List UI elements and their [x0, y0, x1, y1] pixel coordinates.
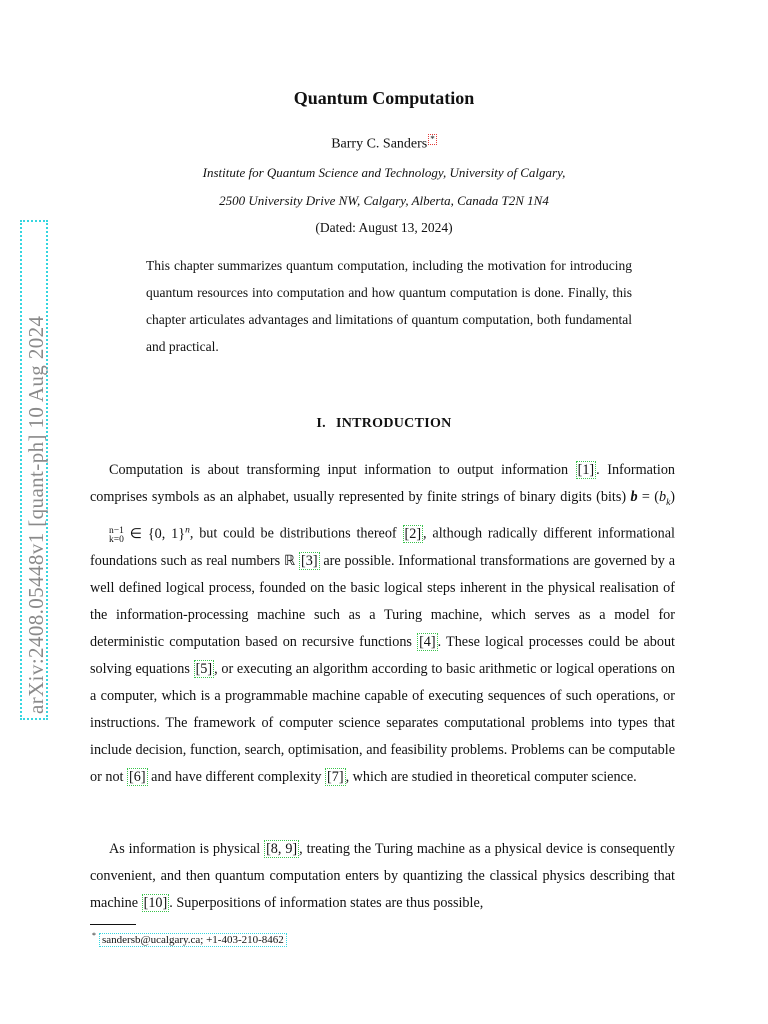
text-run: and have different complexity	[147, 768, 326, 785]
text-run: . Superpositions of information states are thus possible,	[169, 895, 484, 911]
author-line	[0, 134, 768, 153]
math-subscript: k	[666, 497, 671, 508]
citation-link[interactable]: [2]	[404, 525, 422, 542]
text-run: As information is physical	[109, 841, 265, 857]
text-run: are possible. Informational transformations are governed by a well defined logical process, founded on the basic logical steps inherent in the physical realisation of the information-processing machine such as a Turing machine, which serves as a model for deterministic computation based on recursive functions	[90, 552, 675, 650]
footnote-mark: *	[92, 931, 96, 940]
author-contact-link[interactable]: sandersb@ucalgary.ca; +1-403-210-8462	[99, 933, 287, 947]
citation-link[interactable]: [4]	[419, 633, 436, 650]
paper-title: Quantum Computation	[293, 88, 475, 108]
citation-link[interactable]: [3]	[301, 552, 318, 569]
affiliation-line-2: 2500 University Drive NW, Calgary, Alberta, Canada T2N 1N4	[219, 193, 549, 208]
text-run: , but could be distributions thereof	[189, 525, 403, 542]
math-symbol: b	[630, 489, 638, 505]
citation-link[interactable]: [7]	[327, 768, 344, 785]
paragraph-2	[90, 836, 675, 917]
paragraph-1	[90, 457, 675, 791]
citation-link[interactable]: [8, 9]	[266, 841, 298, 857]
text-run: , treating the Turing machine as a physical device is consequently convenient, and then quantum computation enters by quantizing the classical physics describing that machine	[90, 841, 675, 911]
citation-link[interactable]: [1]	[577, 462, 595, 478]
citation-link[interactable]: [5]	[195, 660, 213, 677]
abstract-text: This chapter summarizes quantum computation, including the motivation for introducing quantum resources into computation and how quantum computation is done. Finally, this chapter articulates advantages and limitations of quantum computation, both fundamental and practical.	[146, 258, 632, 354]
math-symbol: = (	[637, 489, 659, 505]
text-run: , which are studied in theoretical computer science.	[345, 768, 637, 785]
author-footnote-link[interactable]: *	[430, 134, 435, 144]
text-run: , or executing an algorithm according to basic arithmetic or logical operations on a computer, which is a programmable machine capable of executing sequences of such operations, or instructions. The framework of computer science separates computational problems into types that include decision, function, search, optimisation, and feasibility problems. Problems can be computable or not	[90, 660, 676, 785]
math-subscript: k=0	[109, 534, 124, 545]
math-limits	[90, 527, 124, 545]
section-title: INTRODUCTION	[335, 416, 452, 431]
math-symbol: ∈ {0, 1}	[123, 525, 186, 542]
text-run: . These logical processes could be about solving equations	[90, 633, 675, 677]
text-run: . Information comprises symbols as an alphabet, usually represented by finite strings of binary digits (bits)	[90, 462, 676, 505]
citation-link[interactable]: [10]	[143, 895, 168, 911]
math-symbol: )	[670, 489, 676, 505]
affiliation-line-1: Institute for Quantum Science and Technology, University of Calgary,	[202, 165, 566, 180]
math-symbol: b	[658, 489, 667, 505]
math-superscript: n−1	[109, 525, 124, 536]
citation-link[interactable]: [6]	[129, 768, 146, 785]
author-name: Barry C. Sanders	[331, 136, 428, 152]
section-heading-introduction	[0, 416, 768, 432]
footnote	[92, 929, 287, 947]
abstract	[146, 252, 632, 360]
math-superscript: n	[185, 524, 190, 535]
section-number: I.	[316, 416, 326, 431]
arxiv-identifier-stamp[interactable]: arXiv:2408.05448v1 [quant-ph] 10 Aug 2024	[20, 220, 48, 720]
date-line: (Dated: August 13, 2024)	[315, 220, 453, 235]
footnote-divider	[90, 924, 136, 925]
text-run: Computation is about transforming input information to output information	[109, 462, 576, 478]
text-run: , although radically different informational foundations such as real numbers ℝ	[90, 525, 675, 569]
